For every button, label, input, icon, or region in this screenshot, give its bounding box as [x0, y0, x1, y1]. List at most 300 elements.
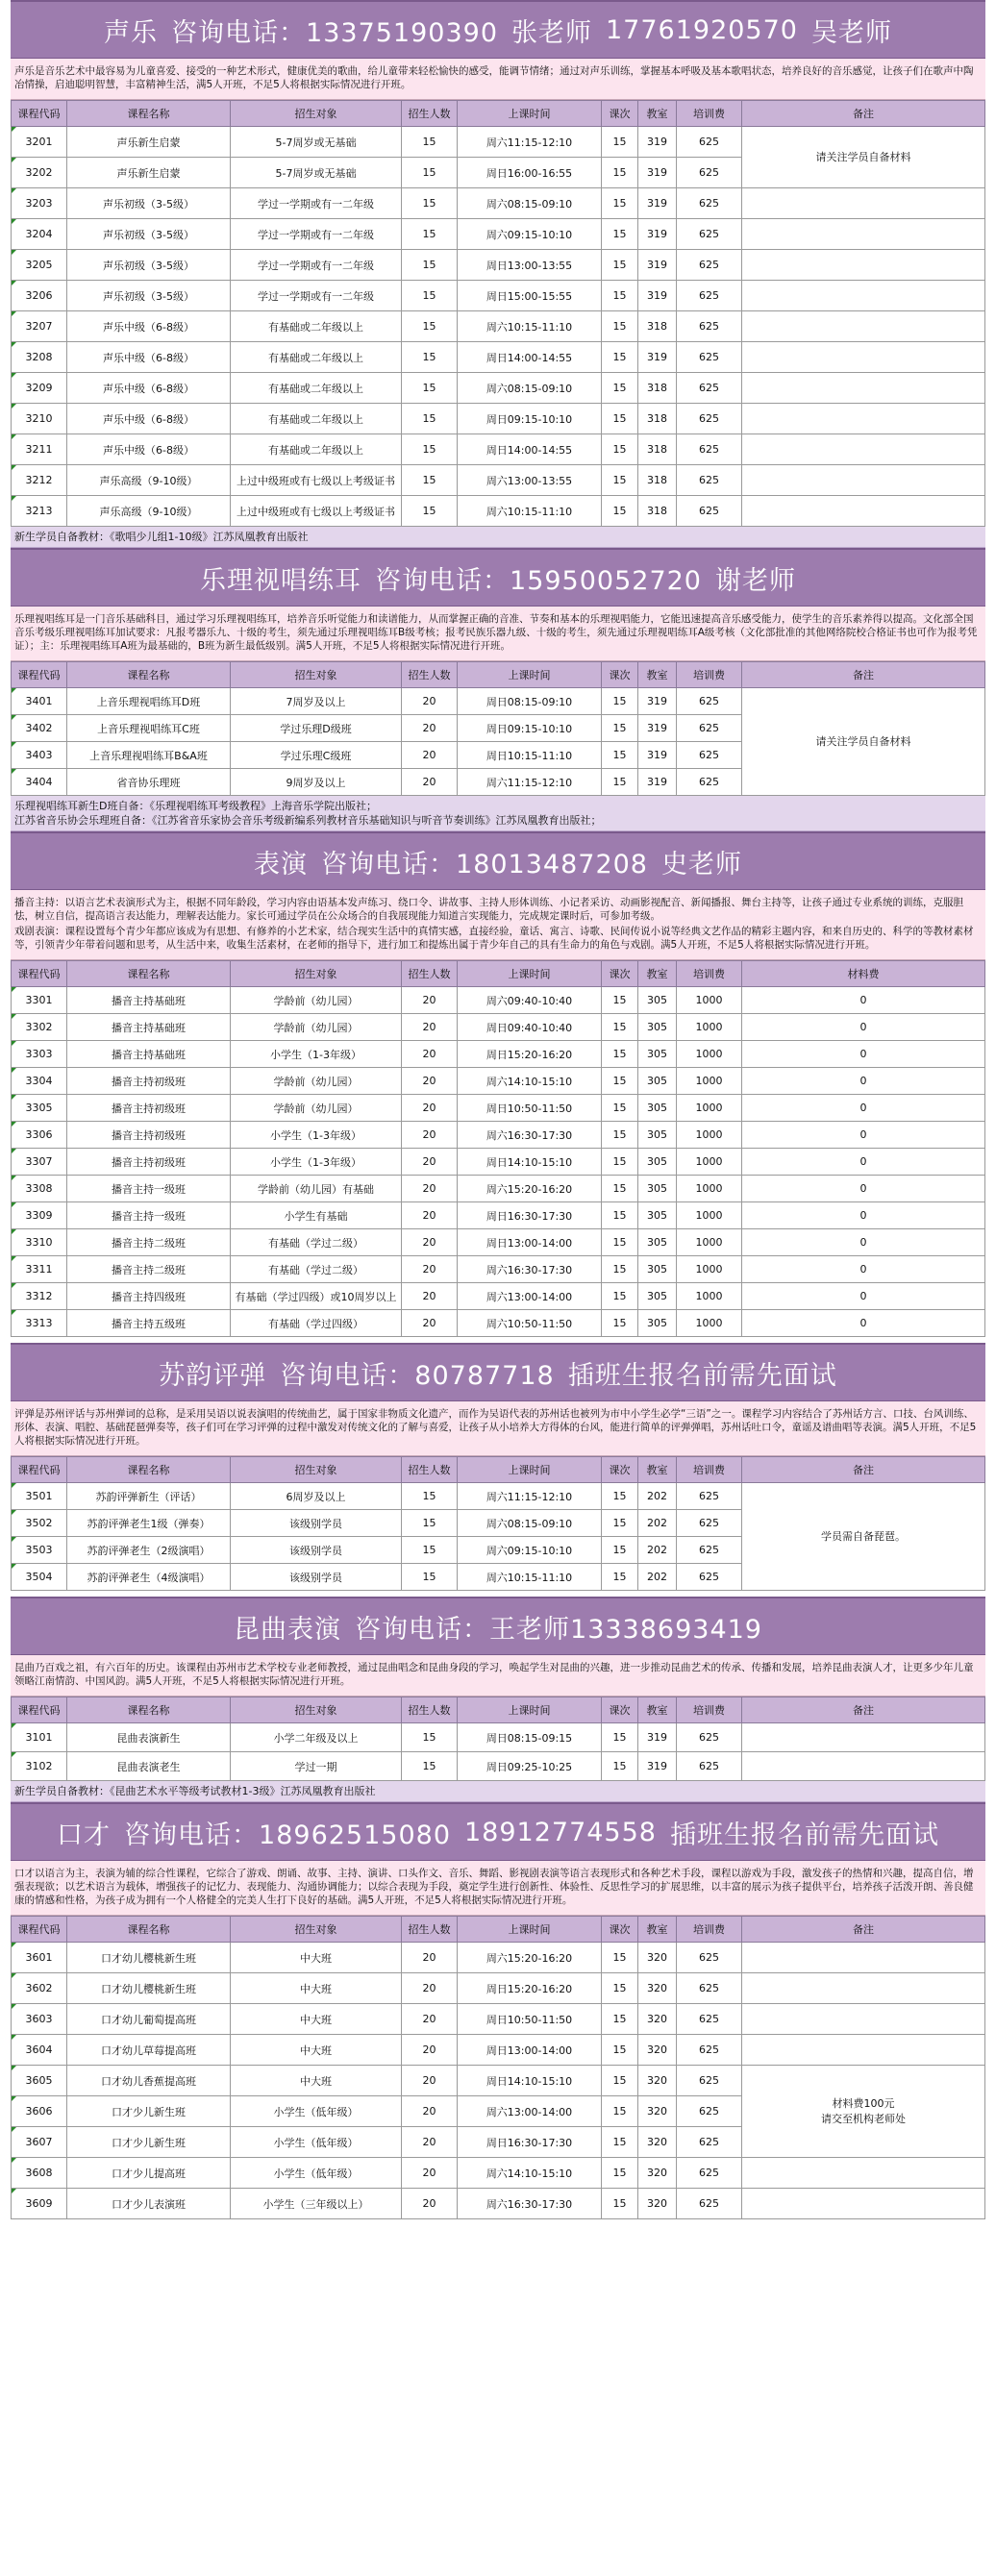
cell-text: 3502 — [25, 1517, 53, 1529]
column-header: 教室 — [638, 961, 677, 987]
table-cell — [402, 1014, 458, 1041]
table-cell — [638, 1149, 677, 1176]
table-cell — [638, 1122, 677, 1149]
comment-marker — [12, 1229, 16, 1234]
table-cell — [402, 1752, 458, 1781]
cell-text: 20 — [422, 1317, 436, 1329]
header-text: 咨询电话：18013487208 — [321, 849, 648, 879]
cell-text: 播音主持四级班 — [112, 1290, 186, 1303]
table-cell — [67, 1068, 231, 1095]
table-cell — [402, 1943, 458, 1973]
table-cell — [458, 1943, 602, 1973]
cell-text: 15 — [422, 1490, 436, 1502]
cell-text: 319 — [647, 776, 667, 788]
cell-text: 319 — [647, 197, 667, 210]
cell-text: 周日15:20-16:20 — [486, 1048, 573, 1061]
cell-text: 播音主持基础班 — [112, 1021, 186, 1034]
table-cell — [12, 1723, 67, 1752]
cell-text: 口才幼儿葡萄提高班 — [101, 2013, 196, 2026]
table-cell — [458, 1310, 602, 1337]
cell-text: 20 — [422, 1951, 436, 1964]
cell-text: 20 — [422, 1982, 436, 1994]
comment-marker — [12, 465, 16, 470]
cell-text: 15 — [422, 259, 436, 271]
column-header: 招生对象 — [231, 101, 402, 127]
column-header: 上课时间 — [458, 662, 602, 688]
table-cell — [12, 987, 67, 1014]
comment-marker — [12, 1483, 16, 1488]
empty-note-cell — [742, 434, 985, 465]
table-cell — [742, 1256, 985, 1283]
table-cell — [602, 1510, 638, 1537]
table-cell — [12, 742, 67, 769]
footnote-line: 乐理视唱练耳新生D班自备：《乐理视唱练耳考级教程》上海音乐学院出版社； — [14, 800, 377, 812]
header-text: 乐理视唱练耳 — [200, 565, 362, 596]
table-cell — [67, 434, 231, 465]
table-cell — [677, 496, 742, 527]
empty-note-cell — [742, 2035, 985, 2066]
cell-text: 320 — [647, 2136, 667, 2148]
cell-text: 625 — [699, 259, 719, 271]
cell-text: 周六15:20-16:20 — [486, 1951, 573, 1965]
course-schedule — [11, 0, 985, 2225]
cell-text: 15 — [422, 505, 436, 517]
table-cell — [67, 1149, 231, 1176]
comment-marker — [12, 1283, 16, 1288]
cell-text: 中大班 — [300, 2043, 332, 2057]
column-header: 教室 — [638, 101, 677, 127]
cell-text: 上过中级班或有七级以上考级证书 — [237, 505, 395, 518]
table-cell — [677, 1973, 742, 2004]
cell-text: 中大班 — [300, 2013, 332, 2026]
cell-text: 625 — [699, 2074, 719, 2087]
table-cell — [12, 1483, 67, 1510]
table-cell — [67, 2127, 231, 2158]
table-cell — [12, 715, 67, 742]
cell-text: 625 — [699, 1544, 719, 1556]
cell-text: 319 — [647, 259, 667, 271]
table-cell — [12, 311, 67, 342]
cell-text: 小学生（1-3年级） — [270, 1155, 361, 1169]
cell-text: 上音乐理视唱练耳B&A班 — [89, 749, 208, 762]
cell-text: 省音协乐理班 — [116, 776, 181, 789]
table-cell — [458, 250, 602, 281]
cell-text: 周六10:15-11:10 — [486, 505, 573, 518]
cell-text: 15 — [612, 1075, 627, 1087]
cell-text: 3213 — [25, 505, 53, 517]
table-cell — [458, 1122, 602, 1149]
column-header: 课程名称 — [67, 961, 231, 987]
cell-text: 3607 — [25, 2136, 53, 2148]
cell-text: 小学生（三年级以上） — [262, 2197, 369, 2211]
table-cell — [67, 188, 231, 219]
cell-text: 周日10:50-11:50 — [486, 1102, 573, 1115]
cell-text: 319 — [647, 1760, 667, 1772]
column-header: 培训费 — [677, 961, 742, 987]
section-kunqu — [11, 1597, 985, 1802]
cell-text: 625 — [699, 776, 719, 788]
table-header-row — [12, 101, 985, 127]
section-header — [11, 1343, 985, 1401]
cell-text: 0 — [859, 1155, 867, 1168]
cell-text: 该级别学员 — [289, 1517, 342, 1530]
table-cell — [638, 1202, 677, 1229]
table-cell — [402, 1283, 458, 1310]
cell-text: 中大班 — [300, 1951, 332, 1965]
table-cell — [677, 188, 742, 219]
table-cell — [458, 373, 602, 404]
comment-marker — [12, 1943, 16, 1947]
cell-text: 320 — [647, 2197, 667, 2210]
description-paragraph: 声乐是音乐艺术中最容易为儿童喜爱、接受的一种艺术形式，健康优美的歌曲，给儿童带来轻松愉快的感受，能调节情绪；通过对声乐训练，掌握基本呼吸及基本歌唱状态，培养良好的音乐感觉，让孩子们在歌声中陶冶情操，启迪聪明智慧，丰富精神生活，满5人开班，不足5人将根据实际情况进行开班。 — [14, 65, 974, 90]
table-row — [12, 404, 985, 434]
cell-text: 周日10:50-11:50 — [486, 2013, 573, 2026]
cell-text: 学龄前（幼儿园）有基础 — [258, 1182, 374, 1196]
table-cell — [602, 250, 638, 281]
table-row — [12, 1943, 985, 1973]
cell-text: 15 — [612, 412, 627, 425]
cell-text: 15 — [612, 1517, 627, 1529]
cell-text: 学过一期 — [294, 1760, 337, 1773]
cell-text: 3212 — [25, 474, 53, 486]
cell-text: 625 — [699, 289, 719, 302]
table-row — [12, 496, 985, 527]
cell-text: 周六08:15-09:10 — [486, 382, 573, 395]
cell-text: 625 — [699, 722, 719, 734]
comment-marker — [12, 1723, 16, 1728]
table-cell — [677, 281, 742, 311]
table-cell — [12, 1068, 67, 1095]
table-cell — [12, 1283, 67, 1310]
comment-marker — [12, 1149, 16, 1153]
section-header — [11, 1597, 985, 1655]
cell-text: 15 — [612, 382, 627, 394]
cell-text: 15 — [612, 1731, 627, 1744]
cell-text: 0 — [859, 1021, 867, 1033]
cell-text: 口才幼儿樱桃新生班 — [101, 1951, 196, 1965]
table-cell — [638, 1564, 677, 1591]
cell-text: 15 — [422, 166, 436, 179]
table-cell — [402, 1483, 458, 1510]
table-cell — [231, 1122, 402, 1149]
cell-text: 15 — [612, 2105, 627, 2118]
cell-text: 320 — [647, 1982, 667, 1994]
header-text: 吴老师 — [810, 17, 892, 48]
table-cell — [638, 250, 677, 281]
comment-marker — [12, 2096, 16, 2101]
table-cell — [638, 342, 677, 373]
table-cell — [677, 1095, 742, 1122]
note-text: 请关注学员自备材料 — [815, 150, 911, 163]
cell-text: 15 — [612, 166, 627, 179]
cell-text: 3209 — [25, 382, 53, 394]
cell-text: 小学生（低年级） — [273, 2136, 359, 2149]
section-description — [11, 1655, 985, 1697]
cell-text: 15 — [612, 776, 627, 788]
table-cell — [231, 281, 402, 311]
table-cell — [602, 2158, 638, 2189]
table-cell — [742, 1176, 985, 1202]
table-cell — [458, 1564, 602, 1591]
table-cell — [231, 2158, 402, 2189]
cell-text: 15 — [612, 722, 627, 734]
column-header: 培训费 — [677, 1457, 742, 1483]
table-cell — [12, 1122, 67, 1149]
comment-marker — [12, 2189, 16, 2193]
cell-text: 625 — [699, 443, 719, 456]
table-cell — [402, 496, 458, 527]
table-cell — [638, 2096, 677, 2127]
cell-text: 15 — [612, 443, 627, 456]
column-header: 课程名称 — [67, 101, 231, 127]
cell-text: 15 — [422, 1517, 436, 1529]
table-cell — [12, 158, 67, 188]
header-text: 声乐 — [104, 17, 159, 48]
table-cell — [458, 688, 602, 715]
cell-text: 1000 — [695, 1075, 723, 1087]
cell-text: 625 — [699, 197, 719, 210]
table-cell — [67, 311, 231, 342]
cell-text: 319 — [647, 351, 667, 363]
cell-text: 20 — [422, 1048, 436, 1060]
table-cell — [231, 2096, 402, 2127]
table-cell — [458, 127, 602, 158]
column-header: 课次 — [602, 1697, 638, 1723]
column-header: 培训费 — [677, 101, 742, 127]
table-cell — [677, 373, 742, 404]
column-header: 招生人数 — [402, 1697, 458, 1723]
table-cell — [458, 715, 602, 742]
empty-note-cell — [742, 373, 985, 404]
table-cell — [402, 188, 458, 219]
table-cell — [231, 188, 402, 219]
table-cell — [742, 1283, 985, 1310]
cell-text: 20 — [422, 1209, 436, 1222]
table-cell — [12, 1752, 67, 1781]
cell-text: 15 — [612, 2197, 627, 2210]
cell-text: 1000 — [695, 1209, 723, 1222]
cell-text: 声乐新生启蒙 — [116, 166, 181, 180]
table-row — [12, 1283, 985, 1310]
comment-marker — [12, 250, 16, 255]
column-header: 招生人数 — [402, 961, 458, 987]
table-cell — [402, 2066, 458, 2096]
cell-text: 319 — [647, 722, 667, 734]
column-header: 课程名称 — [67, 1457, 231, 1483]
column-header: 材料费 — [742, 961, 985, 987]
table-cell — [638, 1068, 677, 1095]
cell-text: 625 — [699, 382, 719, 394]
cell-text: 15 — [612, 1760, 627, 1772]
header-text: 咨询电话：13375190390 — [171, 17, 498, 48]
cell-text: 小学生有基础 — [284, 1209, 348, 1223]
table-cell — [638, 188, 677, 219]
table-cell — [602, 2096, 638, 2127]
empty-note-cell — [742, 219, 985, 250]
table-cell — [677, 1122, 742, 1149]
table-cell — [677, 2066, 742, 2096]
cell-text: 15 — [612, 1544, 627, 1556]
table-cell — [677, 987, 742, 1014]
cell-text: 625 — [699, 2105, 719, 2118]
table-cell — [402, 373, 458, 404]
table-cell — [458, 311, 602, 342]
cell-text: 苏韵评弹新生（评话） — [95, 1490, 202, 1503]
cell-text: 播音主持基础班 — [112, 1048, 186, 1061]
table-cell — [12, 2127, 67, 2158]
table-cell — [231, 1483, 402, 1510]
table-cell — [602, 281, 638, 311]
cell-text: 625 — [699, 2013, 719, 2025]
table-cell — [677, 2127, 742, 2158]
table-cell — [12, 1310, 67, 1337]
cell-text: 15 — [612, 2167, 627, 2179]
cell-text: 20 — [422, 2074, 436, 2087]
table-row — [12, 2158, 985, 2189]
cell-text: 周日16:00-16:55 — [486, 166, 573, 180]
section-eloquence — [11, 1802, 985, 2225]
cell-text: 20 — [422, 1155, 436, 1168]
cell-text: 播音主持初级班 — [112, 1155, 186, 1169]
table-cell — [638, 404, 677, 434]
cell-text: 1000 — [695, 1263, 723, 1276]
table-cell — [638, 158, 677, 188]
table-cell — [12, 1149, 67, 1176]
cell-text: 1000 — [695, 1236, 723, 1249]
cell-text: 3609 — [25, 2197, 53, 2210]
cell-text: 625 — [699, 1490, 719, 1502]
table-cell — [458, 742, 602, 769]
cell-text: 周六16:30-17:30 — [486, 1128, 573, 1142]
table-cell — [602, 1176, 638, 1202]
section-header — [11, 0, 985, 59]
cell-text: 318 — [647, 474, 667, 486]
table-cell — [677, 250, 742, 281]
cell-text: 625 — [699, 1982, 719, 1994]
table-cell — [12, 2189, 67, 2219]
cell-text: 播音主持基础班 — [112, 994, 186, 1007]
cell-text: 有基础或二年级以上 — [268, 320, 363, 334]
cell-text: 15 — [422, 136, 436, 148]
cell-text: 周六14:10-15:10 — [486, 1075, 573, 1088]
cell-text: 15 — [612, 351, 627, 363]
cell-text: 周日13:00-14:00 — [486, 1236, 573, 1250]
table-cell — [231, 1723, 402, 1752]
comment-marker — [12, 769, 16, 774]
comment-marker — [12, 1202, 16, 1207]
cell-text: 3313 — [25, 1317, 53, 1329]
cell-text: 202 — [647, 1517, 667, 1529]
header-text: 17761920570 — [606, 14, 798, 45]
section-header — [11, 548, 985, 607]
cell-text: 中大班 — [300, 1982, 332, 1995]
section-description — [11, 1401, 985, 1456]
cell-text: 播音主持五级班 — [112, 1317, 186, 1330]
column-header: 培训费 — [677, 662, 742, 688]
table-cell — [602, 1068, 638, 1095]
table-cell — [602, 1537, 638, 1564]
table-cell — [677, 1014, 742, 1041]
table-cell — [458, 404, 602, 434]
table-cell — [638, 2158, 677, 2189]
table-cell — [231, 1229, 402, 1256]
table-cell — [677, 1176, 742, 1202]
table-cell — [638, 742, 677, 769]
cell-text: 声乐初级（3-5级） — [103, 197, 194, 211]
cell-text: 声乐新生启蒙 — [116, 136, 181, 149]
table-cell — [458, 1014, 602, 1041]
table-cell — [12, 1564, 67, 1591]
note-cell — [742, 688, 985, 796]
table-cell — [67, 1202, 231, 1229]
table-header-row — [12, 662, 985, 688]
table-row — [12, 1014, 985, 1041]
cell-text: 1000 — [695, 1021, 723, 1033]
table-cell — [67, 127, 231, 158]
cell-text: 320 — [647, 2074, 667, 2087]
cell-text: 15 — [422, 197, 436, 210]
cell-text: 周日09:40-10:40 — [486, 1021, 573, 1034]
table-cell — [231, 769, 402, 796]
cell-text: 15 — [422, 382, 436, 394]
cell-text: 周六16:30-17:30 — [486, 1263, 573, 1276]
cell-text: 播音主持初级班 — [112, 1102, 186, 1115]
course-table — [11, 661, 985, 796]
table-cell — [402, 404, 458, 434]
column-header: 培训费 — [677, 1917, 742, 1943]
table-cell — [638, 311, 677, 342]
table-row — [12, 1202, 985, 1229]
cell-text: 3305 — [25, 1102, 53, 1114]
cell-text: 周日16:30-17:30 — [486, 1209, 573, 1223]
cell-text: 20 — [422, 695, 436, 707]
cell-text: 周六09:15-10:10 — [486, 228, 573, 241]
cell-text: 有基础或二年级以上 — [268, 351, 363, 364]
table-cell — [742, 1095, 985, 1122]
cell-text: 学龄前（幼儿园） — [273, 994, 359, 1007]
comment-marker — [12, 219, 16, 224]
section-performance — [11, 831, 985, 1343]
cell-text: 202 — [647, 1544, 667, 1556]
table-cell — [458, 987, 602, 1014]
table-cell — [402, 2004, 458, 2035]
empty-note-cell — [742, 2004, 985, 2035]
table-cell — [458, 2158, 602, 2189]
table-cell — [458, 1537, 602, 1564]
cell-text: 3102 — [25, 1760, 53, 1772]
header-text: 苏韵评弹 — [159, 1360, 267, 1391]
cell-text: 3304 — [25, 1075, 53, 1087]
cell-text: 625 — [699, 505, 719, 517]
table-cell — [402, 1068, 458, 1095]
table-cell — [67, 2066, 231, 2096]
table-cell — [458, 1176, 602, 1202]
table-cell — [602, 1483, 638, 1510]
cell-text: 学龄前（幼儿园） — [273, 1102, 359, 1115]
cell-text: 0 — [859, 1048, 867, 1060]
cell-text: 周六14:10-15:10 — [486, 2167, 573, 2180]
column-header: 课次 — [602, 101, 638, 127]
cell-text: 625 — [699, 2136, 719, 2148]
cell-text: 3208 — [25, 351, 53, 363]
cell-text: 声乐中级（6-8级） — [103, 443, 194, 457]
comment-marker — [12, 742, 16, 747]
table-cell — [67, 2158, 231, 2189]
cell-text: 319 — [647, 166, 667, 179]
cell-text: 625 — [699, 2197, 719, 2210]
table-cell — [402, 127, 458, 158]
cell-text: 1000 — [695, 1182, 723, 1195]
